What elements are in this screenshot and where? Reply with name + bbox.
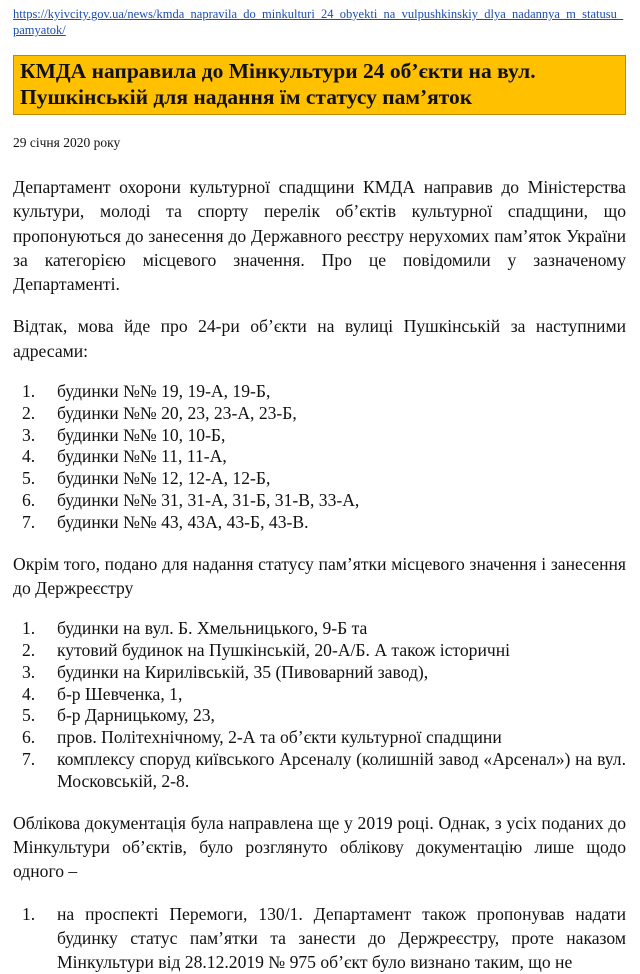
list-number: 4. <box>22 683 36 704</box>
list-number: 6. <box>22 490 36 511</box>
list-number: 1. <box>22 381 36 402</box>
list-number: 5. <box>22 705 36 726</box>
list-text: б-р Дарницькому, 23, <box>57 705 215 726</box>
list-text: будинки №№ 31, 31-А, 31-Б, 31-В, 33-А, <box>57 490 360 511</box>
list-text: будинки на Кирилівській, 35 (Пивоварний завод), <box>57 661 429 682</box>
list-item <box>13 662 626 684</box>
list-text: комплексу споруд київського Арсеналу (колишній завод «Арсенал») на вул. Московській, 2-8. <box>57 749 626 791</box>
list-item <box>13 618 626 640</box>
list-item <box>13 749 626 793</box>
list-number: 7. <box>22 511 36 532</box>
list-number: 1. <box>22 618 36 639</box>
list-item <box>13 684 626 706</box>
list-text: будинки №№ 11, 11-А, <box>57 446 227 467</box>
title-banner <box>13 55 626 115</box>
list-number: 5. <box>22 468 36 489</box>
list-text: будинки №№ 10, 10-Б, <box>57 424 226 445</box>
address-list <box>13 381 626 534</box>
list-item <box>13 468 626 490</box>
page-title: КМДА направила до Мінкультури 24 об’єкти на вул. Пушкінській для надання їм статусу пам’яток <box>20 59 536 109</box>
list-number: 3. <box>22 661 36 682</box>
list-text: пров. Політехнічному, 2-А та об’єкти культурної спадщини <box>57 727 502 748</box>
source-url-link[interactable]: https://kyivcity.gov.ua/news/kmda_napravila_do_minkulturi_24_obyekti_na_vulpushkinskiy_dlya_nadannya_m_statusu_pamyatok/ <box>13 7 624 37</box>
additional-objects-list <box>13 618 626 792</box>
list-number: 1. <box>22 903 36 924</box>
list-text: будинки №№ 43, 43А, 43-Б, 43-В. <box>57 511 309 532</box>
list-number: 4. <box>22 446 36 467</box>
list-item <box>13 727 626 749</box>
paragraph-addresses: Відтак, мова йде про 24-ри об’єкти на вулиці Пушкінській за наступними адресами: <box>13 316 626 361</box>
list-text: б-р Шевченка, 1, <box>57 683 183 704</box>
list-item <box>13 512 626 534</box>
list-number: 6. <box>22 727 36 748</box>
list-text: на проспекті Перемоги, 130/1. Департамент також пропонував надати будинку статус пам’ятки та занести до Держреєстру, проте наказом Мінкультури від 28.12.2019 № 975 об’єкт було визнано таким, що не <box>57 903 626 973</box>
list-text: будинки №№ 19, 19-А, 19-Б, <box>57 381 271 402</box>
publication-date: 29 січня 2020 року <box>13 135 121 150</box>
list-item <box>13 902 626 974</box>
list-item <box>13 490 626 512</box>
list-text: кутовий будинок на Пушкінській, 20-А/Б. А також історичні <box>57 640 511 661</box>
reviewed-object-list <box>13 902 626 974</box>
list-item <box>13 705 626 727</box>
document-page <box>0 6 640 973</box>
list-item <box>13 640 626 662</box>
list-number: 7. <box>22 749 36 770</box>
list-number: 3. <box>22 424 36 445</box>
list-text: будинки №№ 20, 23, 23-А, 23-Б, <box>57 402 297 423</box>
list-item <box>13 381 626 403</box>
list-text: будинки на вул. Б. Хмельницького, 9-Б та <box>57 618 368 639</box>
paragraph-intro: Департамент охорони культурної спадщини КМДА направив до Міністерства культури, молоді та спорту перелік об’єктів культурної спадщини, що пропонуються до занесення до Державного реєстру нерухомих пам’яток України за категорією місцевого значення. Про це повідомили у зазначеному Департаменті. <box>13 177 626 295</box>
list-text: будинки №№ 12, 12-А, 12-Б, <box>57 468 271 489</box>
list-item <box>13 403 626 425</box>
paragraph-additional: Окрім того, подано для надання статусу пам’ятки місцевого значення і занесення до Держреєстру <box>13 553 626 598</box>
paragraph-documentation: Облікова документація була направлена ще у 2019 році. Однак, з усіх поданих до Мінкультури об’єктів, було розглянуто облікову документацію лише щодо одного – <box>13 812 626 882</box>
list-number: 2. <box>22 402 36 423</box>
list-number: 2. <box>22 640 36 661</box>
list-item <box>13 425 626 447</box>
list-item <box>13 446 626 468</box>
